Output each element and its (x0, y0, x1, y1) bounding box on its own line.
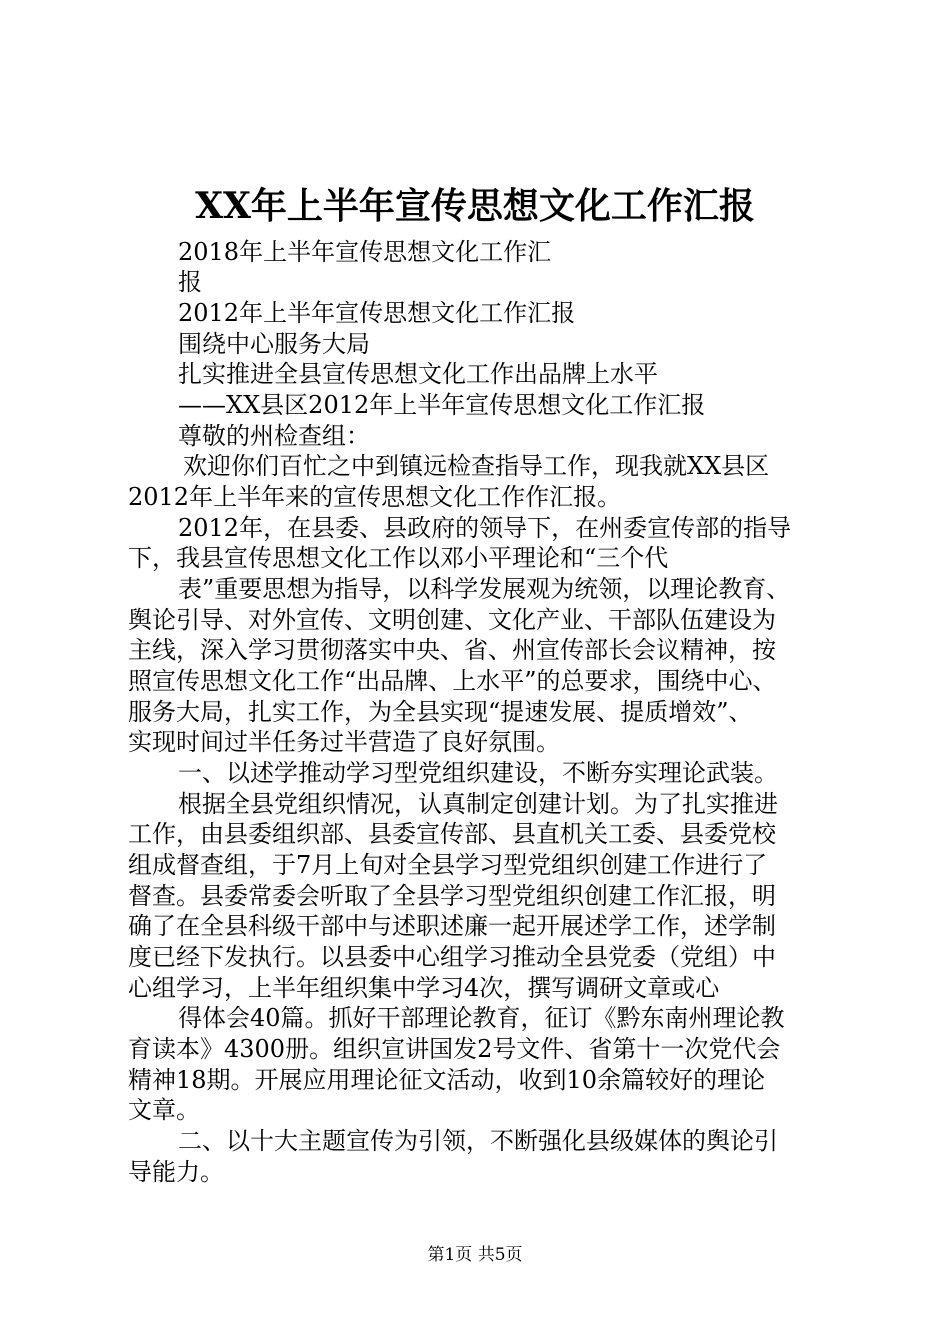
text-line: 2012年上半年来的宣传思想文化工作作汇报。 (128, 483, 622, 511)
text-line: 2012年上半年宣传思想文化工作汇报 (178, 299, 576, 327)
text-line: 照宣传思想文化工作“出品牌、上水平”的总要求，围绕中心、 (128, 667, 777, 695)
text-line: 服务大局，扎实工作，为全县实现“提速发展、提质增效”、 (128, 698, 753, 726)
text-line: 文章。 (128, 1096, 200, 1124)
text-line: 育读本》4300册。组织宣讲国发2号文件、省第十一次党代会 (128, 1035, 781, 1063)
section-heading: 二、以十大主题宣传为引领，不断强化县级媒体的舆论引 (178, 1127, 778, 1155)
text-line: 确了在全县科级干部中与述职述廉一起开展述学工作，述学制 (128, 912, 776, 940)
text-line: 表”重要思想为指导，以科学发展观为统领，以理论教育、 (178, 575, 791, 603)
text-line: 欢迎你们百忙之中到镇远检查指导工作，现我就XX县区 (183, 452, 770, 480)
text-line: 实现时间过半任务过半营造了良好氛围。 (128, 728, 560, 756)
text-line: 导能力。 (128, 1158, 224, 1186)
text-line: 度已经下发执行。以县委中心组学习推动全县党委（党组）中 (128, 943, 776, 971)
text-line: 主线，深入学习贯彻落实中央、省、州宣传部长会议精神，按 (128, 636, 776, 664)
text-line: 扎实推进全县宣传思想文化工作出品牌上水平 (178, 360, 658, 388)
text-line: 组成督查组，于7月上旬对全县学习型党组织创建工作进行了 (128, 851, 768, 879)
salutation: 尊敬的州检查组： (178, 422, 370, 450)
text-line: 心组学习，上半年组织集中学习4次，撰写调研文章或心 (128, 974, 720, 1002)
section-heading: 一、以述学推动学习型党组织建设，不断夯实理论武装。 (178, 759, 778, 787)
text-line: 根据全县党组织情况，认真制定创建计划。为了扎实推进 (178, 790, 778, 818)
text-line: 工作，由县委组织部、县委宣传部、县直机关工委、县委党校 (128, 820, 776, 848)
text-line: 围绕中心服务大局 (178, 330, 370, 358)
text-line: 督查。县委常委会听取了全县学习型党组织创建工作汇报，明 (128, 882, 776, 910)
text-line: 报 (178, 268, 202, 296)
text-line: 2018年上半年宣传思想文化工作汇 (178, 238, 552, 266)
text-line: 舆论引导、对外宣传、文明创建、文化产业、干部队伍建设为 (128, 606, 776, 634)
text-line: 得体会40篇。抓好干部理论教育，征订《黔东南州理论教 (178, 1004, 785, 1032)
text-line: 精神18期。开展应用理论征文活动，收到10余篇较好的理论 (128, 1066, 766, 1094)
text-line: ——XX县区2012年上半年宣传思想文化工作汇报 (178, 391, 706, 419)
page-footer: 第1页 共5页 (427, 1245, 523, 1265)
document-title: XX年上半年宣传思想文化工作汇报 (195, 185, 755, 227)
text-line: 2012年，在县委、县政府的领导下，在州委宣传部的指导 (178, 514, 792, 542)
text-line: 下，我县宣传思想文化工作以邓小平理论和“三个代 (128, 544, 669, 572)
